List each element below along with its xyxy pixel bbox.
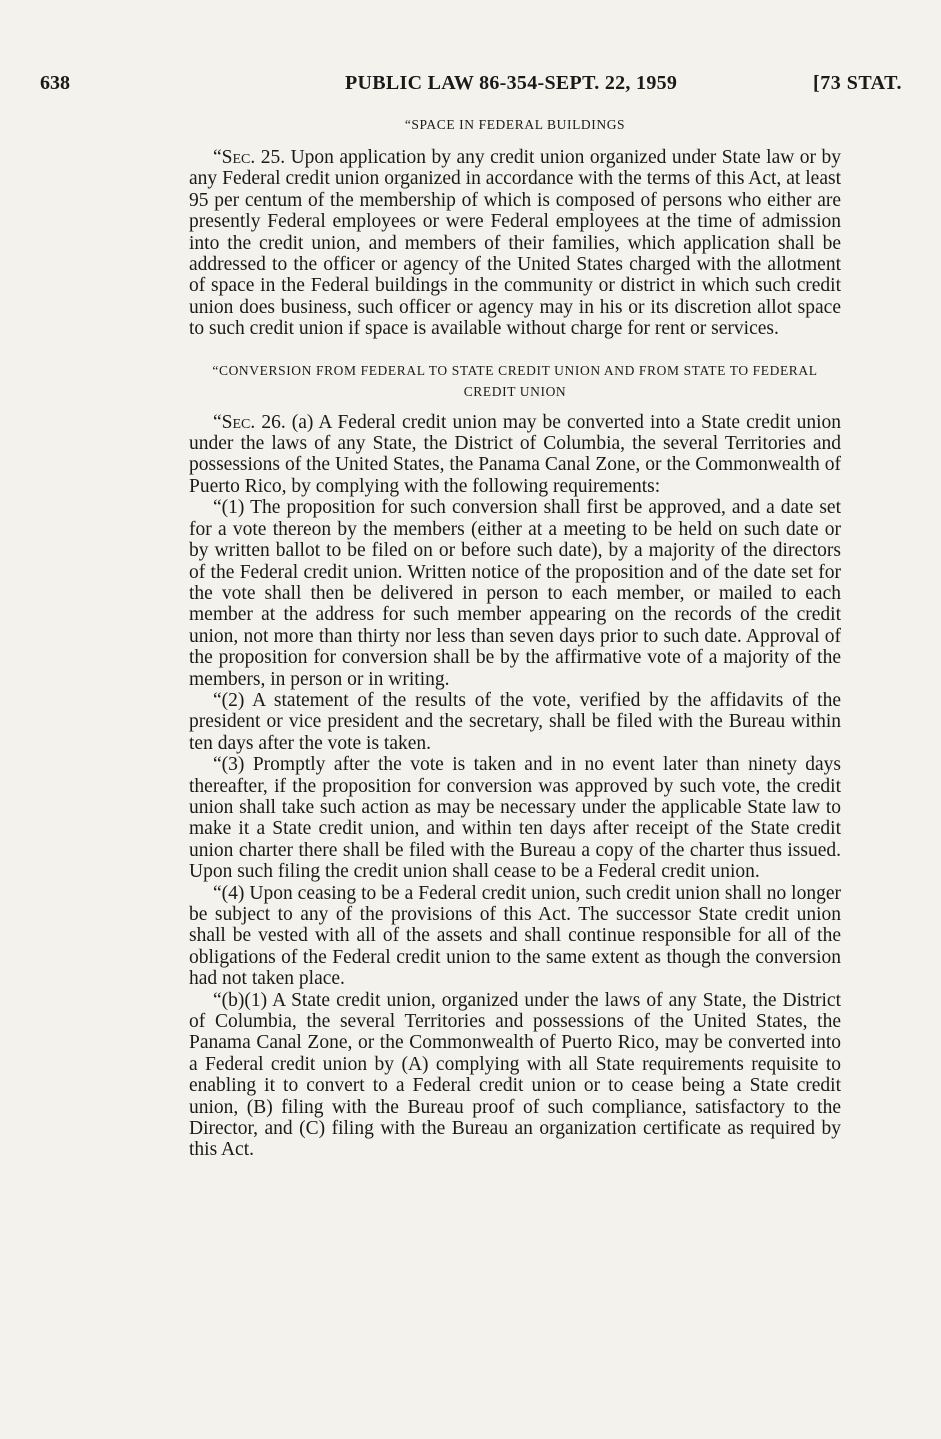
section-26-intro-paragraph	[189, 412, 841, 498]
section-26-b-1-paragraph: “(b)(1) A State credit union, organized under the laws of any State, the District of Columbia, the several Territories and possessions of the United States, the Panama Canal Zone, or the Commonwealth of Puerto Rico, may be converted into a Federal credit union by (A) complying with all State requirements requisite to enabling it to convert to a Federal credit union or to cease being a State credit union, (B) filing with the Bureau proof of such compliance, satisfactory to the Director, and (C) filing with the Bureau an organization certificate as required by this Act.	[189, 989, 841, 1161]
section-25-label: “Sec.	[213, 147, 256, 168]
section-25-paragraph	[189, 147, 841, 340]
section-25-heading: “SPACE IN FEDERAL BUILDINGS	[404, 117, 626, 132]
section-26-heading: “CONVERSION FROM FEDERAL TO STATE CREDIT UNION AND FROM STATE TO FEDERAL CREDIT UNION	[212, 362, 818, 399]
section-26-label: “Sec.	[213, 411, 256, 433]
section-26-a-1-paragraph: “(1) The proposition for such conversion shall first be approved, and a date set for a vote thereon by the members (either at a meeting to be held on such date or by written ballot to be filed on or before such date), by a majority of the directors of the Federal credit union. Written notice of the proposition and of the date set for the vote shall then be delivered in person to each member, or mailed to each member at the address for such member appearing on the records of the credit union, not more than thirty nor less than seven days prior to such date. Approval of the proposition for conversion shall be by the affirmative vote of a majority of the members, in person or in writing.	[189, 497, 841, 690]
section-26-intro-text: 26. (a) A Federal credit union may be converted into a State credit union under the laws of any State, the District of Columbia, the several Territories and possessions of the United States, the Panama Canal Zone, or the Commonwealth of Puerto Rico, by complying with the following requirements:	[189, 411, 841, 497]
section-25-text: 25. Upon application by any credit union organized under State law or by any Federal credit union organized in accordance with the terms of this Act, at least 95 per centum of the membership of which is composed of persons who either are presently Federal employees or were Federal employees at the time of admission into the credit union, and members of their families, which application shall be addressed to the officer or agency of the United States charged with the allotment of space in the Federal buildings in the community or district in which such credit union does business, such officer or agency may in his or its discretion allot space to such credit union if space is available without charge for rent or services.	[189, 147, 841, 340]
page-number: 638	[40, 72, 70, 94]
section-26-a-2-paragraph: “(2) A statement of the results of the vote, verified by the affidavits of the president or vice president and the secretary, shall be filed with the Bureau within ten days after the vote is taken.	[189, 689, 841, 754]
page-header	[40, 72, 902, 102]
document-body	[189, 114, 841, 1161]
statute-reference: [73 STAT.	[813, 72, 902, 94]
running-head-law-title: PUBLIC LAW 86-354-SEPT. 22, 1959	[345, 72, 678, 94]
section-26-a-4-paragraph: “(4) Upon ceasing to be a Federal credit union, such credit union shall no longer be subject to any of the provisions of this Act. The successor State credit union shall be vested with all of the assets and shall continue responsible for all of the obligations of the Federal credit union to the same extent as though the conversion had not taken place.	[189, 882, 841, 990]
section-26-a-3-paragraph: “(3) Promptly after the vote is taken and in no event later than ninety days thereafter, if the proposition for conversion was approved by such vote, the credit union shall take such action as may be necessary under the applicable State law to make it a State credit union, and within ten days after receipt of the State credit union charter there shall be filed with the Bureau a copy of the charter thus issued. Upon such filing the credit union shall cease to be a Federal credit union.	[189, 754, 841, 883]
